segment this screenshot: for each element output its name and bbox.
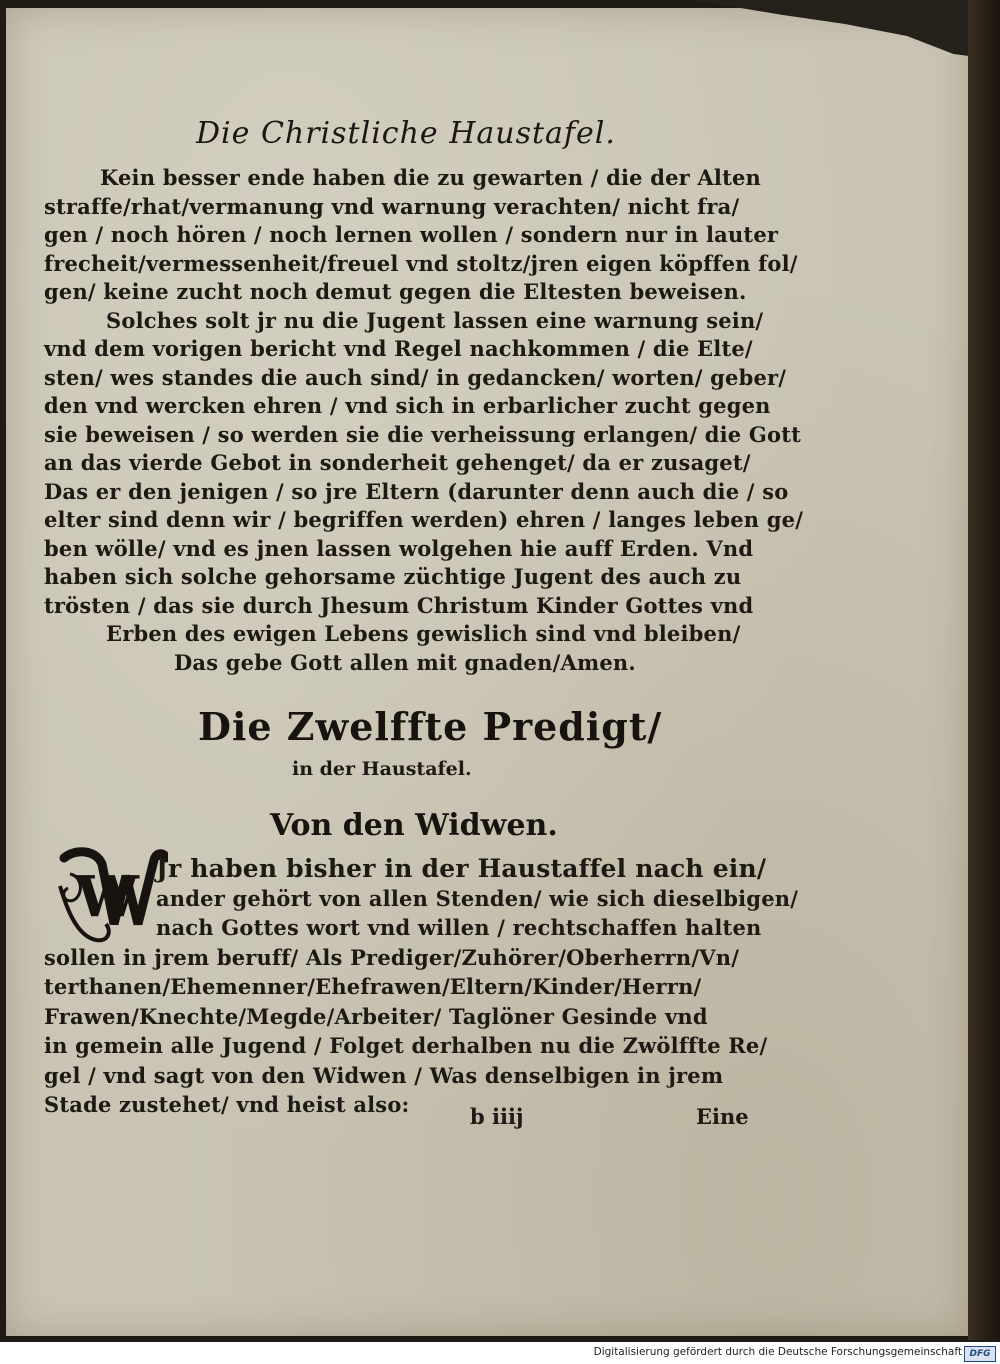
text-line: Das er den jenigen / so jre Eltern (darunter denn auch die / so bbox=[44, 478, 789, 504]
running-head: Die Christliche Haustafel. bbox=[196, 116, 616, 151]
footer-bar bbox=[0, 1342, 1000, 1364]
text-line: Kein besser ende haben die zu gewarten / die der Alten bbox=[100, 165, 762, 190]
sermon-subtitle: in der Haustafel. bbox=[292, 758, 472, 780]
funding-credit: Digitalisierung gefördert durch die Deutsche Forschungsgemeinschaft bbox=[593, 1346, 962, 1358]
text-line: Frawen/Knechte/Megde/Arbeiter/ Taglöner Gesinde vnd bbox=[44, 1003, 708, 1029]
intro-text bbox=[44, 854, 799, 1120]
section-heading: Von den Widwen. bbox=[270, 808, 558, 843]
text-line: gen/ keine zucht noch demut gegen die Eltesten beweisen. bbox=[44, 279, 747, 304]
text-line: nach Gottes wort vnd willen / rechtschaffen halten bbox=[156, 915, 762, 940]
text-line: sten/ wes standes die auch sind/ in gedancken/ worten/ geber/ bbox=[44, 364, 787, 390]
signature-mark: b iiij bbox=[470, 1104, 524, 1129]
catchword: Eine bbox=[696, 1104, 749, 1129]
text-line: in gemein alle Jugend / Folget derhalben nu die Zwölffte Re/ bbox=[44, 1033, 768, 1058]
text-line: straffe/rhat/vermanung vnd warnung verachten/ nicht fra/ bbox=[44, 193, 740, 219]
text-line: Das gebe Gott allen mit gnaden/Amen. bbox=[174, 649, 636, 675]
initial-letter: W bbox=[76, 864, 139, 930]
text-line: frecheit/vermessenheit/freuel vnd stoltz/jren eigen köpffen fol/ bbox=[44, 250, 798, 276]
text-line: Solches solt jr nu die Jugent lassen eine warnung sein/ bbox=[106, 307, 764, 333]
text-line: den vnd wercken ehren / vnd sich in erbarlicher zucht gegen bbox=[44, 393, 771, 418]
text-line: gen / noch hören / noch lernen wollen / sondern nur in lauter bbox=[44, 222, 779, 247]
text-line: sollen in jrem beruff/ Als Prediger/Zuhörer/Oberherrn/Vn/ bbox=[44, 944, 740, 970]
text-line: an das vierde Gebot in sonderheit gehenget/ da er zusaget/ bbox=[44, 450, 751, 475]
text-line: sie beweisen / so werden sie die verheissung erlangen/ die Gott bbox=[44, 421, 802, 447]
text-line: vnd dem vorigen bericht vnd Regel nachkommen / die Elte/ bbox=[44, 336, 753, 361]
text-line: Stade zustehet/ vnd heist also: bbox=[44, 1092, 410, 1117]
page-edge bbox=[968, 0, 1000, 1340]
sermon-title: Die Zwelffte Predigt/ bbox=[198, 704, 663, 749]
text-line: elter sind denn wir / begriffen werden) ehren / langes leben ge/ bbox=[44, 507, 804, 532]
text-line: trösten / das sie durch Jhesum Christum Kinder Gottes vnd bbox=[44, 592, 754, 618]
text-line: ander gehört von allen Stenden/ wie sich dieselbigen/ bbox=[156, 885, 799, 911]
text-line: Jr haben bisher in der Haustaffel nach ein/ bbox=[156, 854, 767, 883]
text-line: terthanen/Ehemenner/Ehefrawen/Eltern/Kinder/Herrn/ bbox=[44, 974, 702, 999]
text-line: Erben des ewigen Lebens gewislich sind vnd bleiben/ bbox=[106, 621, 741, 646]
dfg-logo-icon: DFG bbox=[964, 1346, 996, 1362]
body-text bbox=[44, 164, 804, 677]
text-line: haben sich solche gehorsame züchtige Jugent des auch zu bbox=[44, 564, 742, 589]
book-page bbox=[6, 8, 968, 1336]
text-line: gel / vnd sagt von den Widwen / Was denselbigen in jrem bbox=[44, 1062, 724, 1088]
text-line: ben wölle/ vnd es jnen lassen wolgehen hie auff Erden. Vnd bbox=[44, 535, 754, 561]
